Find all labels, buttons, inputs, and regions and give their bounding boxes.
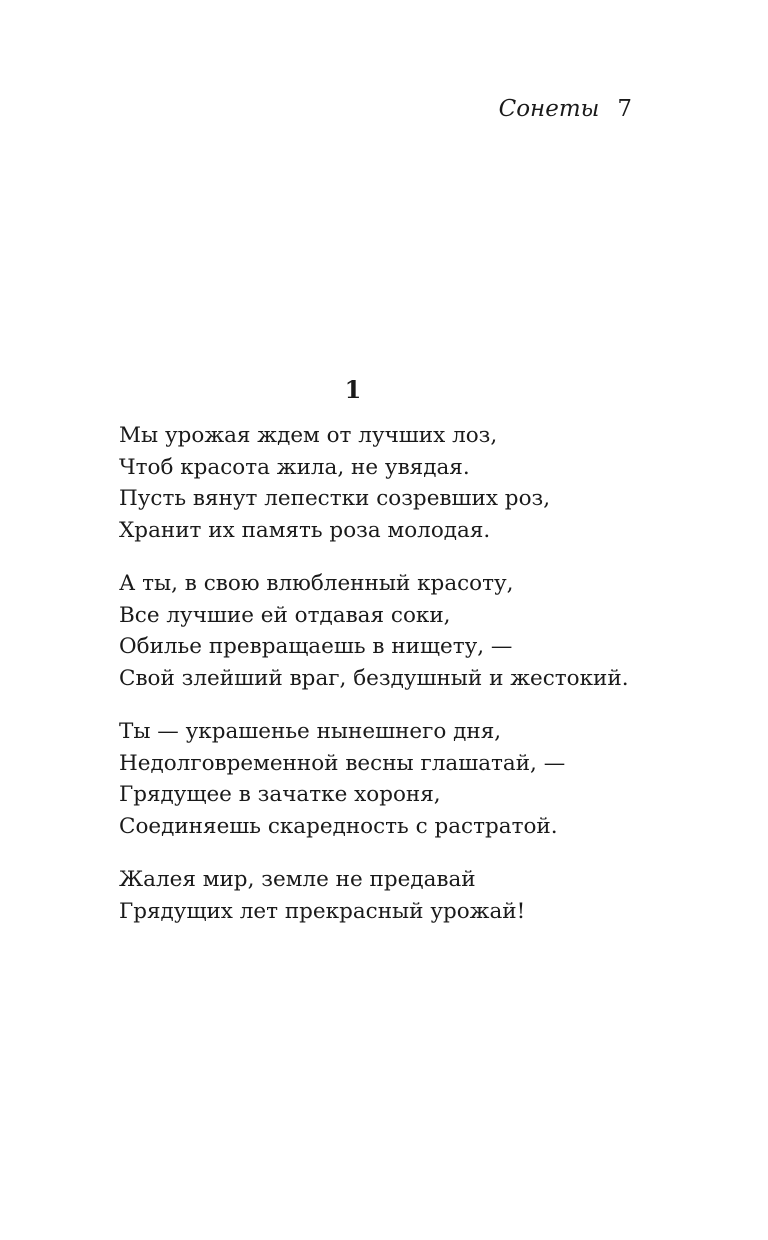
verse-line: Соединяешь скаредность с растратой. bbox=[119, 813, 558, 839]
sonnet-number: 1 bbox=[344, 375, 362, 404]
verse-line: Мы урожая ждем от лучших лоз, bbox=[119, 423, 498, 448]
verse-line: Свой злейший враг, бездушный и жестокий. bbox=[119, 665, 629, 691]
verse-line: Недолговременной весны глашатай, — bbox=[119, 750, 566, 776]
verse-line: Грядущих лет прекрасный урожай! bbox=[119, 898, 526, 924]
verse-line: Пусть вянут лепестки созревших роз, bbox=[119, 486, 551, 511]
verse-line: А ты, в свою влюбленный красоту, bbox=[119, 571, 514, 596]
sonnet bbox=[119, 374, 659, 949]
stanza-1 bbox=[119, 420, 659, 546]
running-header bbox=[499, 94, 632, 124]
stanza-2 bbox=[119, 568, 659, 694]
stanza-4 bbox=[119, 864, 659, 927]
page-number: 7 bbox=[617, 96, 632, 122]
verse-line: Чтоб красота жила, не увядая. bbox=[119, 454, 470, 480]
verse-line: Ты — украшенье нынешнего дня, bbox=[119, 719, 502, 744]
verse-line: Грядущее в зачатке хороня, bbox=[119, 782, 441, 807]
stanza-3 bbox=[119, 716, 659, 842]
verse-line: Хранит их память роза молодая. bbox=[119, 517, 491, 543]
verse-line: Все лучшие ей отдавая соки, bbox=[119, 602, 451, 628]
section-title: Сонеты bbox=[498, 96, 600, 122]
verse-line: Жалея мир, земле не предавай bbox=[119, 867, 476, 892]
verse-line: Обилье превращаешь в нищету, — bbox=[119, 634, 513, 659]
